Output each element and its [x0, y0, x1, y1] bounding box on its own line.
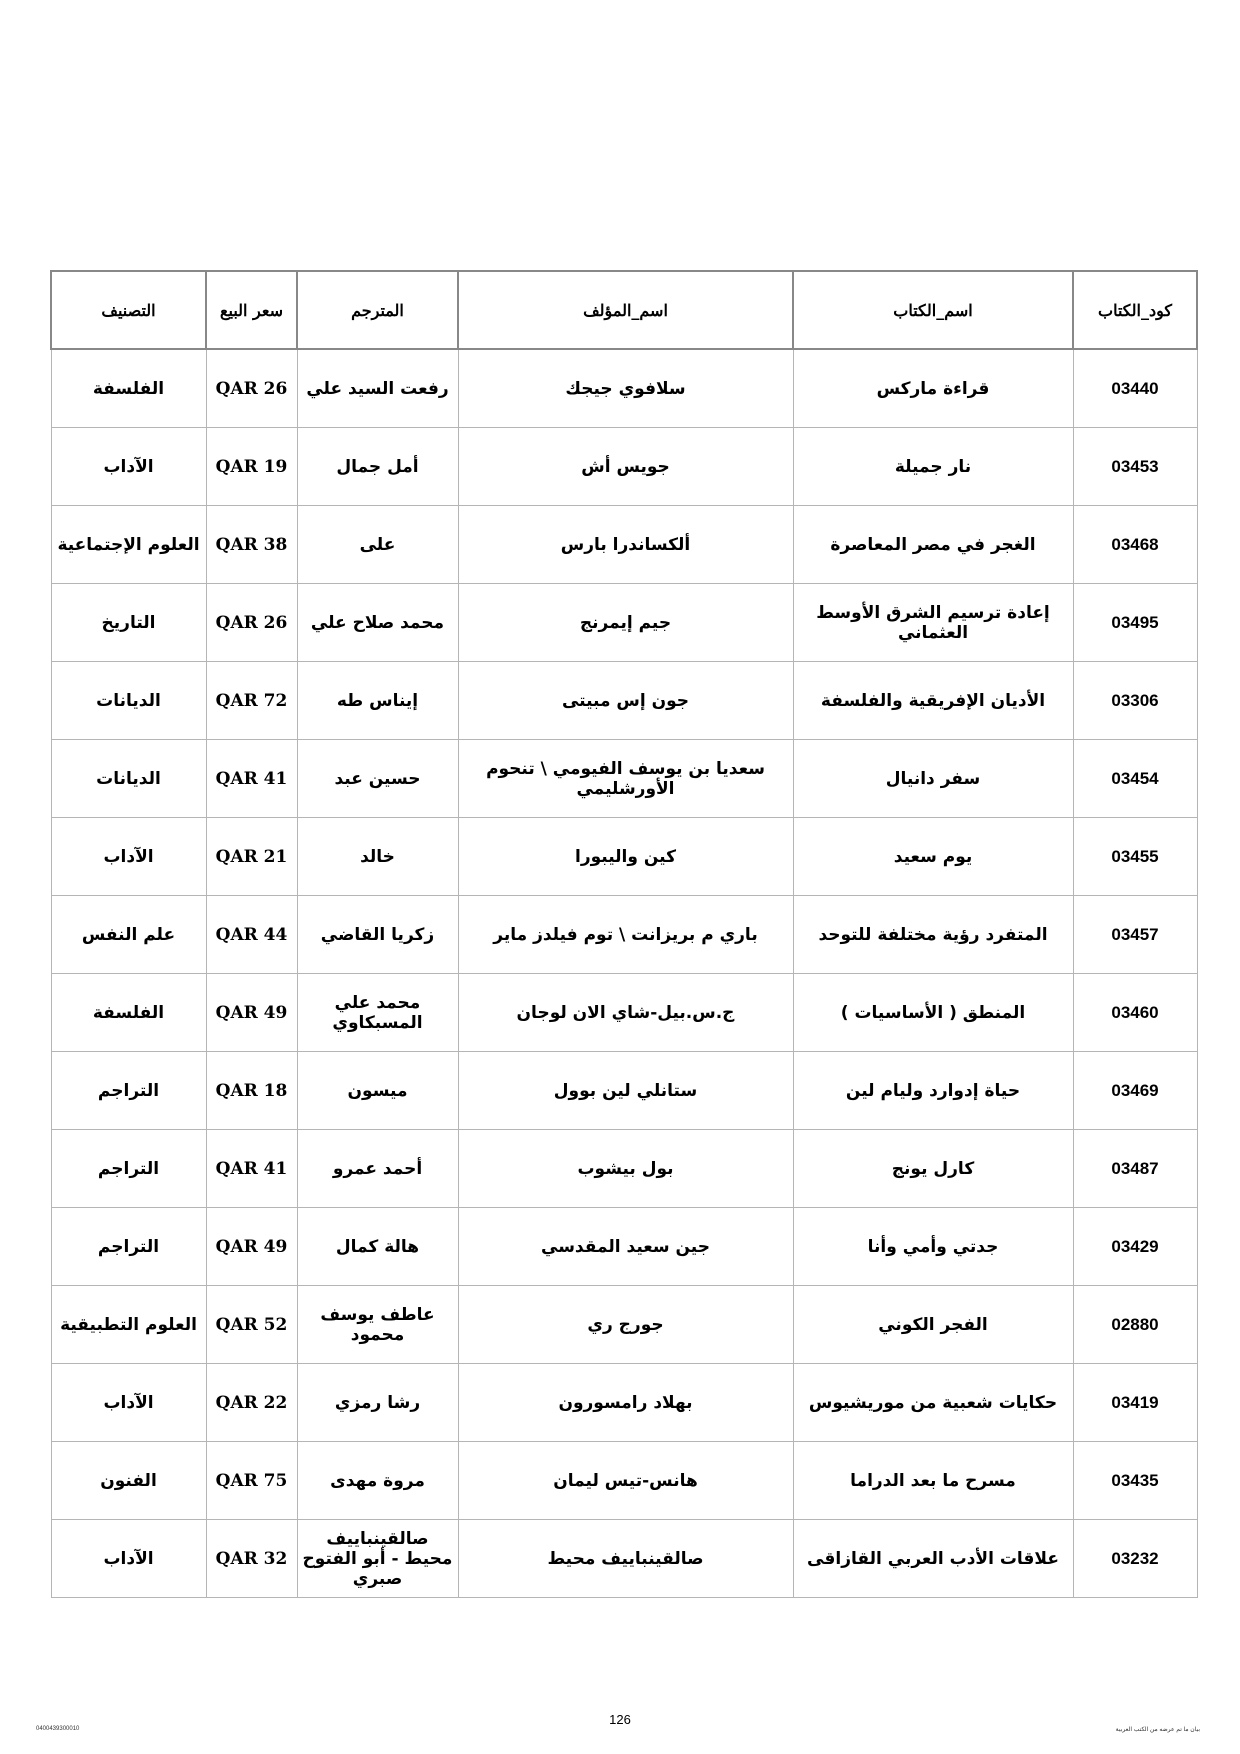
table-row	[51, 1364, 1197, 1442]
cell-author: سعديا بن يوسف الفيومي \ تنحوم الأورشليمي	[458, 740, 793, 818]
cell-price: QAR 26	[206, 349, 297, 428]
table-row	[51, 1130, 1197, 1208]
cell-category: العلوم التطبيقية	[51, 1286, 206, 1364]
table-row	[51, 1052, 1197, 1130]
cell-title: إعادة ترسيم الشرق الأوسط العثماني	[793, 584, 1073, 662]
cell-author: سلافوي جيجك	[458, 349, 793, 428]
cell-translator: على	[297, 506, 458, 584]
cell-code: 02880	[1073, 1286, 1197, 1364]
cell-translator: رفعت السيد علي	[297, 349, 458, 428]
cell-category: التراجم	[51, 1130, 206, 1208]
cell-category: الفنون	[51, 1442, 206, 1520]
table-row	[51, 1520, 1197, 1598]
table-row	[51, 740, 1197, 818]
cell-category: علم النفس	[51, 896, 206, 974]
table-row	[51, 584, 1197, 662]
table-row	[51, 506, 1197, 584]
header-price: سعر البيع	[206, 271, 297, 349]
cell-price: QAR 26	[206, 584, 297, 662]
cell-code: 03495	[1073, 584, 1197, 662]
cell-translator: عاطف يوسف محمود	[297, 1286, 458, 1364]
cell-price: QAR 44	[206, 896, 297, 974]
cell-title: يوم سعيد	[793, 818, 1073, 896]
cell-category: الآداب	[51, 1520, 206, 1598]
cell-author: ستانلي لين بوول	[458, 1052, 793, 1130]
cell-code: 03429	[1073, 1208, 1197, 1286]
cell-translator: زكريا القاضي	[297, 896, 458, 974]
cell-translator: أمل جمال	[297, 428, 458, 506]
cell-price: QAR 19	[206, 428, 297, 506]
cell-title: الفجر الكوني	[793, 1286, 1073, 1364]
cell-author: جون إس مبيتى	[458, 662, 793, 740]
cell-category: التاريخ	[51, 584, 206, 662]
cell-author: صالقينباييف محيط	[458, 1520, 793, 1598]
table-row	[51, 1208, 1197, 1286]
cell-price: QAR 41	[206, 740, 297, 818]
cell-code: 03440	[1073, 349, 1197, 428]
cell-code: 03455	[1073, 818, 1197, 896]
cell-price: QAR 75	[206, 1442, 297, 1520]
cell-translator: ميسون	[297, 1052, 458, 1130]
cell-price: QAR 21	[206, 818, 297, 896]
table-row	[51, 818, 1197, 896]
cell-code: 03487	[1073, 1130, 1197, 1208]
cell-title: المتفرد رؤية مختلفة للتوحد	[793, 896, 1073, 974]
cell-author: جويس أش	[458, 428, 793, 506]
cell-category: الفلسفة	[51, 349, 206, 428]
cell-author: ألكساندرا بارس	[458, 506, 793, 584]
table-row	[51, 1286, 1197, 1364]
cell-code: 03453	[1073, 428, 1197, 506]
header-author: اسم_المؤلف	[458, 271, 793, 349]
cell-title: جدتي وأمي وأنا	[793, 1208, 1073, 1286]
book-catalog	[50, 270, 1196, 1598]
header-code: كود_الكتاب	[1073, 271, 1197, 349]
cell-title: حكايات شعبية من موريشيوس	[793, 1364, 1073, 1442]
cell-title: مسرح ما بعد الدراما	[793, 1442, 1073, 1520]
cell-category: الديانات	[51, 662, 206, 740]
cell-price: QAR 52	[206, 1286, 297, 1364]
cell-translator: مروة مهدى	[297, 1442, 458, 1520]
cell-title: المنطق ( الأساسيات )	[793, 974, 1073, 1052]
cell-translator: محمد صلاح علي	[297, 584, 458, 662]
header-translator: المترجم	[297, 271, 458, 349]
cell-title: الغجر في مصر المعاصرة	[793, 506, 1073, 584]
header-row	[51, 271, 1197, 349]
cell-price: QAR 49	[206, 974, 297, 1052]
cell-code: 03306	[1073, 662, 1197, 740]
cell-code: 03468	[1073, 506, 1197, 584]
cell-title: كارل يونج	[793, 1130, 1073, 1208]
table-body	[51, 349, 1197, 1598]
cell-code: 03435	[1073, 1442, 1197, 1520]
table-row	[51, 428, 1197, 506]
cell-title: حياة إدوارد وليام لين	[793, 1052, 1073, 1130]
table-row	[51, 1442, 1197, 1520]
cell-category: الآداب	[51, 428, 206, 506]
header-title: اسم_الكتاب	[793, 271, 1073, 349]
cell-category: الآداب	[51, 1364, 206, 1442]
cell-code: 03460	[1073, 974, 1197, 1052]
cell-author: كين واليبورا	[458, 818, 793, 896]
cell-category: الفلسفة	[51, 974, 206, 1052]
cell-price: QAR 32	[206, 1520, 297, 1598]
cell-author: بول بيشوب	[458, 1130, 793, 1208]
cell-price: QAR 41	[206, 1130, 297, 1208]
cell-author: بهلاد رامسورون	[458, 1364, 793, 1442]
cell-code: 03419	[1073, 1364, 1197, 1442]
cell-title: نار جميلة	[793, 428, 1073, 506]
cell-price: QAR 49	[206, 1208, 297, 1286]
cell-category: التراجم	[51, 1208, 206, 1286]
book-table	[50, 270, 1198, 1598]
page-number: 126	[609, 1712, 631, 1727]
cell-code: 03469	[1073, 1052, 1197, 1130]
cell-title: سفر دانيال	[793, 740, 1073, 818]
cell-price: QAR 38	[206, 506, 297, 584]
cell-author: جورج ري	[458, 1286, 793, 1364]
cell-category: العلوم الإجتماعية	[51, 506, 206, 584]
cell-author: هانس-تيس ليمان	[458, 1442, 793, 1520]
cell-author: ج.س.بيل-شاي الان لوجان	[458, 974, 793, 1052]
cell-translator: حسين عبد	[297, 740, 458, 818]
header-category: التصنيف	[51, 271, 206, 349]
cell-price: QAR 18	[206, 1052, 297, 1130]
cell-translator: رشا رمزي	[297, 1364, 458, 1442]
footer-caption: بيان ما تم عرضه من الكتب العربية	[1115, 1727, 1200, 1733]
cell-author: جين سعيد المقدسي	[458, 1208, 793, 1286]
cell-code: 03457	[1073, 896, 1197, 974]
table-row	[51, 662, 1197, 740]
cell-price: QAR 72	[206, 662, 297, 740]
footer-code: 0400439300010	[36, 1726, 80, 1732]
cell-code: 03232	[1073, 1520, 1197, 1598]
cell-translator: صالقينباييف محيط - أبو الفتوح صبري	[297, 1520, 458, 1598]
table-row	[51, 896, 1197, 974]
cell-title: علاقات الأدب العربي القازاقى	[793, 1520, 1073, 1598]
cell-translator: هالة كمال	[297, 1208, 458, 1286]
cell-price: QAR 22	[206, 1364, 297, 1442]
cell-category: الآداب	[51, 818, 206, 896]
cell-translator: خالد	[297, 818, 458, 896]
cell-category: التراجم	[51, 1052, 206, 1130]
cell-title: قراءة ماركس	[793, 349, 1073, 428]
cell-author: جيم إيمرنج	[458, 584, 793, 662]
table-row	[51, 974, 1197, 1052]
cell-category: الديانات	[51, 740, 206, 818]
cell-author: باري م بريزانت \ توم فيلدز ماير	[458, 896, 793, 974]
cell-translator: محمد علي المسبكاوي	[297, 974, 458, 1052]
cell-title: الأديان الإفريقية والفلسفة	[793, 662, 1073, 740]
cell-translator: إيناس طه	[297, 662, 458, 740]
table-row	[51, 349, 1197, 428]
cell-code: 03454	[1073, 740, 1197, 818]
cell-translator: أحمد عمرو	[297, 1130, 458, 1208]
